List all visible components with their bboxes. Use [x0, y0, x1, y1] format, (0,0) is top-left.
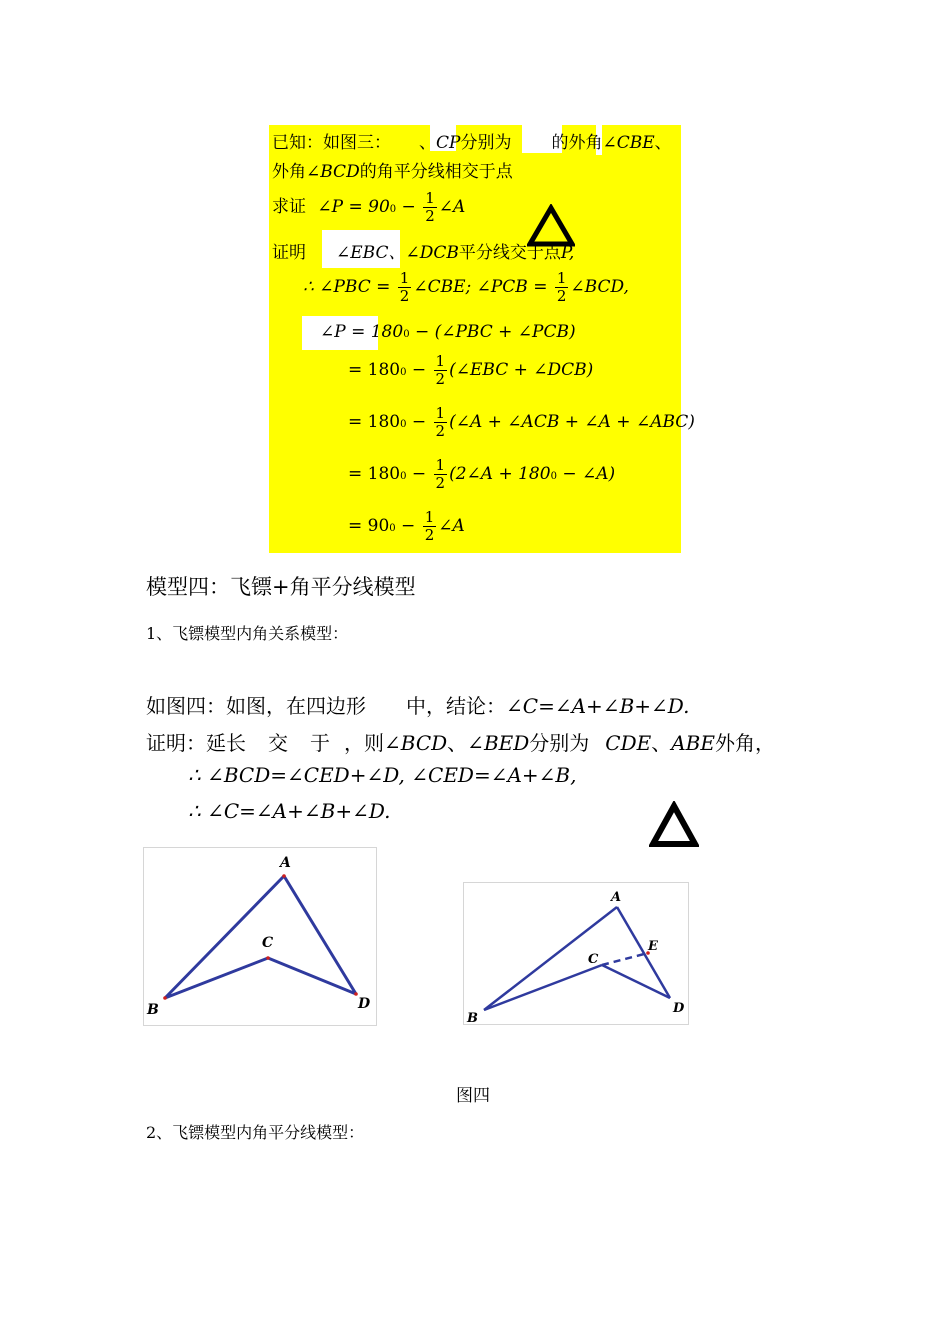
text: 0 [403, 329, 410, 340]
text: 于 [310, 731, 330, 755]
text: = 180 [348, 360, 401, 380]
text: ∴ ∠PBC = [303, 277, 396, 297]
fig4-paragraph-4: ∴ ∠C=∠A+∠B+∠D. [188, 799, 391, 823]
text: = 90 [348, 516, 390, 536]
proof-line-9 [348, 457, 615, 492]
text: 2 [556, 287, 567, 305]
text: = 180 [348, 464, 401, 484]
text: ∠CBE; ∠PCB = [413, 277, 553, 297]
text: − [406, 412, 432, 432]
text: 1 [556, 269, 567, 287]
text: +∠ [586, 694, 620, 718]
proof-line-6 [320, 322, 576, 342]
label-c: C [262, 935, 274, 951]
label-b: B [147, 1002, 159, 1018]
text: 1 [424, 508, 435, 526]
text: 交 [268, 731, 288, 755]
text: 外角∠ [272, 162, 321, 182]
label-d: D [358, 996, 371, 1012]
text: 分别为 [529, 731, 590, 755]
text: 外角， [714, 731, 775, 755]
text: 、 [654, 133, 672, 153]
text: 的外角∠ [551, 133, 617, 153]
dart-extension-diagram [464, 883, 688, 1024]
text: − [406, 464, 432, 484]
fraction [423, 509, 437, 544]
text: 0 [389, 523, 396, 534]
text: BCD [400, 731, 448, 755]
text: 1 [425, 189, 435, 207]
label-e: E [648, 939, 658, 954]
text: CP [436, 133, 461, 153]
fraction [434, 353, 448, 388]
label-d: D [673, 1001, 685, 1016]
figure-caption: 图四 [456, 1086, 490, 1106]
text: 证明 [272, 243, 306, 263]
text: 分别为 [460, 133, 512, 153]
text: 的角平分线相交于点 [359, 162, 513, 182]
proof-line-3 [272, 190, 465, 225]
text: =∠ [538, 694, 572, 718]
text: ∠A [438, 197, 466, 217]
fraction [555, 270, 569, 305]
text: C [522, 694, 539, 718]
label-b: B [467, 1011, 478, 1024]
text: 0 [400, 471, 407, 482]
label-c: C [588, 952, 599, 967]
fraction [434, 457, 448, 492]
text: 中，结论：∠ [406, 694, 523, 718]
proof-line-4 [272, 238, 574, 263]
text: 2 [399, 287, 410, 305]
text: − ∠A) [556, 464, 616, 484]
text: 0 [400, 367, 407, 378]
text: − (∠PBC + ∠PCB) [409, 322, 576, 342]
segment-bc [484, 965, 602, 1010]
proof-line-2 [272, 157, 513, 182]
text: 1 [435, 404, 446, 422]
text: A [571, 694, 587, 718]
text: BED [483, 731, 530, 755]
label-a: A [611, 890, 622, 905]
text: ∠P = 90 [317, 197, 390, 217]
text: − [395, 516, 421, 536]
text: 如图四：如图，在四边形 [146, 694, 366, 718]
fraction [398, 270, 412, 305]
fraction [434, 405, 448, 440]
text: 2 [425, 207, 435, 225]
text: 平分线交于点 [458, 243, 561, 263]
triangle-icon [649, 801, 699, 849]
text: +∠ [634, 694, 668, 718]
text: ∠EBC、∠DCB [336, 243, 459, 263]
text: B [619, 694, 635, 718]
point-c [266, 956, 270, 960]
point-a [282, 874, 286, 878]
text: CBE [616, 133, 655, 153]
text: 证明：延长 [146, 731, 246, 755]
fig4-paragraph-3: ∴ ∠BCD=∠CED+∠D, ∠CED=∠A+∠B, [188, 763, 577, 787]
item-1-title: 1、飞镖模型内角关系模型： [146, 624, 349, 643]
text: 2 [435, 422, 446, 440]
text: ，则∠ [344, 731, 401, 755]
text: 2 [435, 474, 446, 492]
item-2-title: 2、飞镖模型内角平分线模型： [146, 1123, 365, 1142]
text: − [396, 197, 422, 217]
point-b [163, 996, 167, 1000]
given-label: 已知：如图三： [272, 133, 391, 153]
text: (2∠A + 180 [449, 464, 551, 484]
dart-outline [165, 876, 356, 998]
extension-ce [602, 953, 648, 965]
text: − [406, 360, 432, 380]
figure-dart-right [463, 882, 689, 1025]
proof-line-5 [303, 270, 629, 305]
text: 2 [424, 526, 435, 544]
fig4-paragraph-2 [146, 727, 775, 756]
text: 2 [435, 370, 446, 388]
text: 、∠ [447, 731, 484, 755]
text: ∠A [438, 516, 465, 536]
text: 1 [399, 269, 410, 287]
dart-diagram [144, 848, 376, 1025]
text: 0 [400, 419, 407, 430]
text: = 180 [348, 412, 401, 432]
text: CDE [605, 731, 652, 755]
label-a: A [280, 855, 291, 871]
text: P, [560, 243, 575, 263]
section-heading: 模型四：飞镖+角平分线模型 [146, 575, 416, 599]
text: ABE [671, 731, 715, 755]
text: 0 [550, 471, 557, 482]
text: 1 [435, 456, 446, 474]
text: ∠P = 180 [320, 322, 404, 342]
text: D. [667, 694, 690, 718]
text: 、 [651, 731, 672, 755]
fig4-paragraph-1 [146, 690, 689, 719]
text: 0 [389, 204, 397, 215]
proof-line-10 [348, 509, 465, 544]
text: (∠EBC + ∠DCB) [449, 360, 594, 380]
proof-line-1 [272, 128, 672, 153]
text: (∠A + ∠ACB + ∠A + ∠ABC) [449, 412, 695, 432]
figure-dart-left [143, 847, 377, 1026]
fraction [423, 190, 437, 225]
text: ∠BCD, [570, 277, 629, 297]
text: 求证 [272, 197, 306, 217]
proof-line-7 [348, 353, 593, 388]
text: 、 [419, 133, 436, 153]
proof-line-8 [348, 405, 695, 440]
text: 1 [435, 352, 446, 370]
text: BCD [320, 162, 360, 182]
